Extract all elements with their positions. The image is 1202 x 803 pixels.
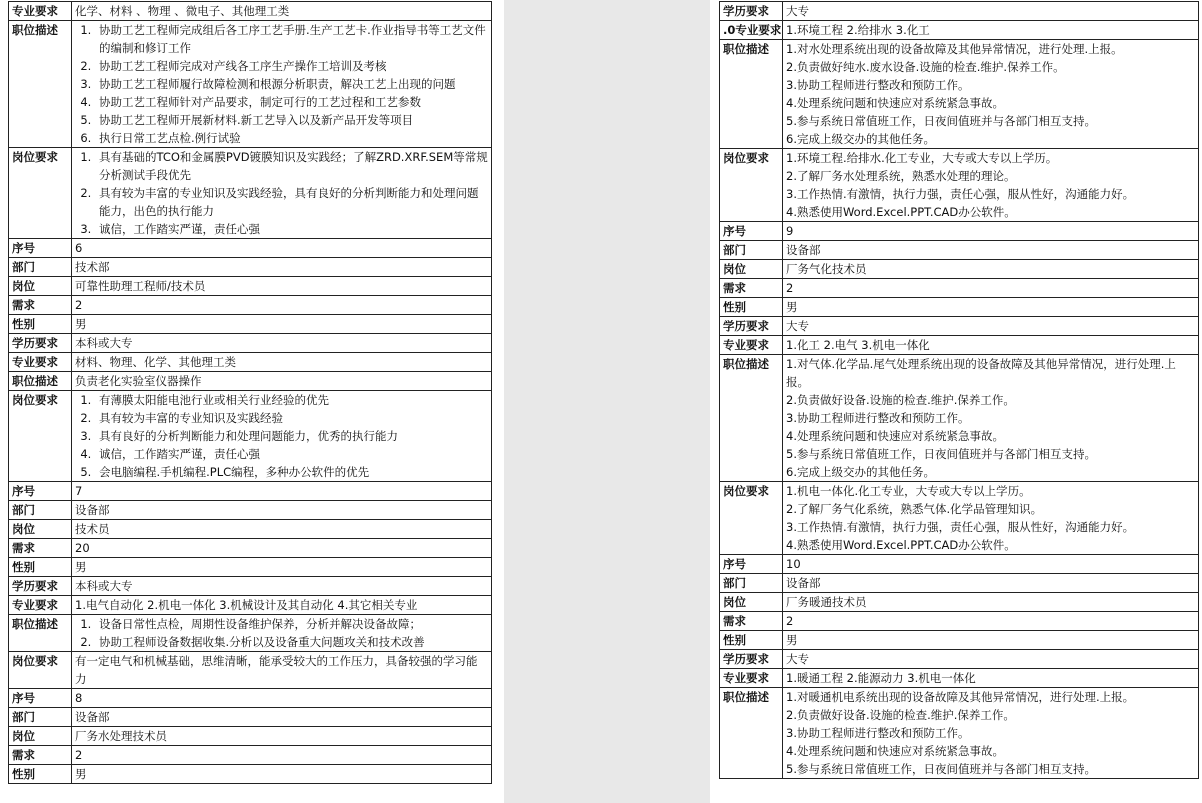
text-line: 设备部 bbox=[786, 576, 821, 590]
field-value bbox=[783, 222, 1199, 241]
table-row bbox=[720, 2, 1199, 21]
field-label: 职位描述 bbox=[720, 688, 783, 779]
list-item: 5. 协助工艺工程师开展新材料.新工艺导入以及新产品开发等项目 bbox=[95, 111, 488, 129]
field-value bbox=[72, 334, 492, 353]
field-label: 职位描述 bbox=[720, 355, 783, 482]
field-label: 岗位 bbox=[9, 727, 72, 746]
text-line: 1.对气体.化学品.尾气处理系统出现的设备故障及其他异常情况，进行处理.上报。 bbox=[786, 357, 1176, 389]
numbered-list bbox=[75, 21, 488, 147]
field-label: 需求 bbox=[9, 296, 72, 315]
table-row bbox=[720, 482, 1199, 555]
text-line: 2.负责做好设备.设施的检查.维护.保养工作。 bbox=[786, 393, 1015, 407]
field-label: 专业要求 bbox=[720, 336, 783, 355]
field-value bbox=[72, 148, 492, 239]
text-line: 可靠性助理工程师/技术员 bbox=[75, 279, 206, 293]
field-label: 性别 bbox=[9, 558, 72, 577]
table-row bbox=[720, 241, 1199, 260]
field-value bbox=[783, 336, 1199, 355]
table-row bbox=[9, 334, 492, 353]
job-table-right bbox=[719, 1, 1199, 779]
text-line: 5.参与系统日常值班工作，日夜间值班并与各部门相互支持。 bbox=[786, 762, 1096, 776]
text-line: 男 bbox=[786, 633, 798, 647]
list-item: 2. 具有较为丰富的专业知识及实践经验 bbox=[95, 409, 488, 427]
table-row bbox=[720, 574, 1199, 593]
table-row bbox=[9, 353, 492, 372]
table-row bbox=[720, 222, 1199, 241]
text-line: 2.了解厂务气化系统，熟悉气体.化学品管理知识。 bbox=[786, 502, 1043, 516]
field-label: 序号 bbox=[9, 689, 72, 708]
text-line: 大专 bbox=[786, 4, 809, 18]
field-value bbox=[72, 258, 492, 277]
field-label: 岗位 bbox=[720, 593, 783, 612]
field-label: 需求 bbox=[9, 539, 72, 558]
table-row bbox=[9, 689, 492, 708]
field-value bbox=[783, 631, 1199, 650]
text-line: 1.对水处理系统出现的设备故障及其他异常情况，进行处理.上报。 bbox=[786, 42, 1123, 56]
field-value bbox=[783, 482, 1199, 555]
table-row bbox=[720, 355, 1199, 482]
text-line: 技术部 bbox=[75, 260, 110, 274]
text-line: 20 bbox=[75, 541, 90, 555]
table-row bbox=[720, 669, 1199, 688]
field-label: 部门 bbox=[9, 708, 72, 727]
table-row bbox=[9, 501, 492, 520]
table-row bbox=[720, 40, 1199, 149]
field-value bbox=[72, 501, 492, 520]
field-value bbox=[72, 765, 492, 784]
field-label: 部门 bbox=[720, 574, 783, 593]
field-value bbox=[783, 593, 1199, 612]
table-row bbox=[720, 555, 1199, 574]
field-label: 性别 bbox=[720, 298, 783, 317]
table-row bbox=[720, 336, 1199, 355]
text-line: 5.参与系统日常值班工作，日夜间值班并与各部门相互支持。 bbox=[786, 114, 1096, 128]
text-line: 男 bbox=[75, 767, 87, 781]
field-label: 岗位要求 bbox=[720, 149, 783, 222]
text-line: 6.完成上级交办的其他任务。 bbox=[786, 465, 935, 479]
text-line: 负责老化实验室仪器操作 bbox=[75, 374, 202, 388]
field-label: .0专业要求 bbox=[720, 21, 783, 40]
text-line: 3.协助工程师进行整改和预防工作。 bbox=[786, 726, 970, 740]
table-row bbox=[9, 391, 492, 482]
field-label: 学历要求 bbox=[720, 2, 783, 21]
table-row bbox=[720, 298, 1199, 317]
field-label: 学历要求 bbox=[720, 317, 783, 336]
table-row bbox=[9, 239, 492, 258]
field-label: 职位描述 bbox=[9, 372, 72, 391]
field-label: 岗位 bbox=[720, 260, 783, 279]
text-line: 有一定电气和机械基础，思维清晰，能承受较大的工作压力，具备较强的学习能力 bbox=[75, 654, 478, 686]
job-table-left bbox=[8, 1, 492, 784]
list-item: 3. 诚信，工作踏实严谨，责任心强 bbox=[95, 220, 488, 238]
table-row bbox=[720, 688, 1199, 779]
table-row bbox=[9, 315, 492, 334]
text-line: 3.协助工程师进行整改和预防工作。 bbox=[786, 78, 970, 92]
text-line: 厂务水处理技术员 bbox=[75, 729, 167, 743]
text-line: 1.环境工程.给排水.化工专业，大专或大专以上学历。 bbox=[786, 151, 1058, 165]
list-item: 3. 协助工艺工程师履行故障检测和根源分析职责，解决工艺上出现的问题 bbox=[95, 75, 488, 93]
field-label: 职位描述 bbox=[9, 615, 72, 652]
text-line: 技术员 bbox=[75, 522, 110, 536]
table-row bbox=[9, 277, 492, 296]
field-value bbox=[783, 688, 1199, 779]
text-line: 7 bbox=[75, 484, 83, 498]
text-line: 2.负责做好纯水.废水设备.设施的检查.维护.保养工作。 bbox=[786, 60, 1065, 74]
table-row bbox=[9, 2, 492, 21]
list-item: 3. 具有良好的分析判断能力和处理问题能力，优秀的执行能力 bbox=[95, 427, 488, 445]
field-label: 部门 bbox=[720, 241, 783, 260]
field-value bbox=[72, 689, 492, 708]
text-line: 厂务暖通技术员 bbox=[786, 595, 867, 609]
text-line: 3.工作热情.有激情，执行力强，责任心强，服从性好，沟通能力好。 bbox=[786, 187, 1135, 201]
table-row bbox=[9, 148, 492, 239]
field-value bbox=[72, 615, 492, 652]
text-line: 1.环境工程 2.给排水 3.化工 bbox=[786, 23, 930, 37]
field-label: 岗位要求 bbox=[9, 148, 72, 239]
numbered-list bbox=[75, 615, 488, 651]
text-line: 厂务气化技术员 bbox=[786, 262, 867, 276]
field-value bbox=[783, 355, 1199, 482]
list-item: 4. 协助工艺工程师针对产品要求，制定可行的工艺过程和工艺参数 bbox=[95, 93, 488, 111]
page-gutter bbox=[504, 0, 710, 803]
field-value bbox=[783, 669, 1199, 688]
text-line: 2 bbox=[786, 614, 794, 628]
field-label: 专业要求 bbox=[9, 596, 72, 615]
table-row bbox=[720, 593, 1199, 612]
field-value bbox=[72, 372, 492, 391]
field-value bbox=[72, 296, 492, 315]
table-row bbox=[9, 296, 492, 315]
text-line: 4.熟悉使用Word.Excel.PPT.CAD办公软件。 bbox=[786, 205, 1016, 219]
field-value bbox=[783, 21, 1199, 40]
text-line: 1.暖通工程 2.能源动力 3.机电一体化 bbox=[786, 671, 976, 685]
field-label: 专业要求 bbox=[9, 2, 72, 21]
field-label: 学历要求 bbox=[9, 577, 72, 596]
field-value bbox=[783, 574, 1199, 593]
list-item: 1. 协助工艺工程师完成组后各工序工艺手册.生产工艺卡.作业指导书等工艺文件的编制和修订工作 bbox=[95, 21, 488, 57]
table-row bbox=[9, 520, 492, 539]
field-label: 序号 bbox=[9, 482, 72, 501]
text-line: 设备部 bbox=[786, 243, 821, 257]
field-label: 岗位 bbox=[9, 520, 72, 539]
table-row bbox=[720, 149, 1199, 222]
document-page-left bbox=[0, 0, 504, 803]
table-row bbox=[9, 258, 492, 277]
field-value bbox=[72, 596, 492, 615]
text-line: 设备部 bbox=[75, 503, 110, 517]
field-value bbox=[72, 2, 492, 21]
field-label: 需求 bbox=[9, 746, 72, 765]
text-line: 材料、物理、化学、其他理工类 bbox=[75, 355, 236, 369]
text-line: 4.处理系统问题和快速应对系统紧急事故。 bbox=[786, 744, 1004, 758]
table-row bbox=[9, 539, 492, 558]
numbered-list bbox=[75, 148, 488, 238]
field-value bbox=[72, 558, 492, 577]
field-label: 性别 bbox=[9, 765, 72, 784]
table-row bbox=[9, 746, 492, 765]
field-value bbox=[72, 539, 492, 558]
text-line: 10 bbox=[786, 557, 801, 571]
field-label: 序号 bbox=[720, 222, 783, 241]
field-value bbox=[72, 277, 492, 296]
numbered-list bbox=[75, 391, 488, 481]
table-row bbox=[9, 615, 492, 652]
table-row bbox=[720, 279, 1199, 298]
table-row bbox=[9, 21, 492, 148]
text-line: 2 bbox=[786, 281, 794, 295]
field-label: 序号 bbox=[720, 555, 783, 574]
text-line: 6.完成上级交办的其他任务。 bbox=[786, 132, 935, 146]
text-line: 2 bbox=[75, 748, 83, 762]
table-row bbox=[9, 596, 492, 615]
field-value bbox=[783, 650, 1199, 669]
table-row bbox=[720, 650, 1199, 669]
field-value bbox=[783, 317, 1199, 336]
field-label: 岗位 bbox=[9, 277, 72, 296]
text-line: 1.化工 2.电气 3.机电一体化 bbox=[786, 338, 930, 352]
field-label: 学历要求 bbox=[9, 334, 72, 353]
field-label: 专业要求 bbox=[9, 353, 72, 372]
table-row bbox=[720, 21, 1199, 40]
field-label: 学历要求 bbox=[720, 650, 783, 669]
text-line: 男 bbox=[75, 560, 87, 574]
text-line: 1.机电一体化.化工专业，大专或大专以上学历。 bbox=[786, 484, 1031, 498]
table-row bbox=[9, 558, 492, 577]
text-line: 9 bbox=[786, 224, 794, 238]
field-value bbox=[783, 555, 1199, 574]
field-label: 岗位要求 bbox=[9, 391, 72, 482]
field-value bbox=[72, 577, 492, 596]
field-value bbox=[783, 241, 1199, 260]
field-label: 岗位要求 bbox=[720, 482, 783, 555]
text-line: 1.电气自动化 2.机电一体化 3.机械设计及其自动化 4.其它相关专业 bbox=[75, 598, 418, 612]
table-row bbox=[9, 577, 492, 596]
table-row bbox=[720, 260, 1199, 279]
field-value bbox=[72, 727, 492, 746]
field-value bbox=[783, 260, 1199, 279]
text-line: 化学、材料 、物理 、微电子、其他理工类 bbox=[75, 4, 290, 18]
document-page-right bbox=[710, 0, 1202, 803]
list-item: 2. 具有较为丰富的专业知识及实践经验，具有良好的分析判断能力和处理问题能力，出色的执行能力 bbox=[95, 184, 488, 220]
field-label: 性别 bbox=[9, 315, 72, 334]
text-line: 4.熟悉使用Word.Excel.PPT.CAD办公软件。 bbox=[786, 538, 1016, 552]
table-row bbox=[9, 482, 492, 501]
text-line: 4.处理系统问题和快速应对系统紧急事故。 bbox=[786, 429, 1004, 443]
field-label: 性别 bbox=[720, 631, 783, 650]
field-value bbox=[72, 21, 492, 148]
field-value bbox=[72, 652, 492, 689]
text-line: 4.处理系统问题和快速应对系统紧急事故。 bbox=[786, 96, 1004, 110]
text-line: 男 bbox=[75, 317, 87, 331]
list-item: 1. 设备日常性点检，周期性设备维护保养，分析并解决设备故障； bbox=[95, 615, 488, 633]
field-label: 职位描述 bbox=[9, 21, 72, 148]
field-label: 部门 bbox=[9, 501, 72, 520]
text-line: 2 bbox=[75, 298, 83, 312]
text-line: 6 bbox=[75, 241, 83, 255]
field-value bbox=[783, 149, 1199, 222]
table-row bbox=[720, 317, 1199, 336]
text-line: 大专 bbox=[786, 319, 809, 333]
list-item: 1. 有薄膜太阳能电池行业或相关行业经验的优先 bbox=[95, 391, 488, 409]
list-item: 2. 协助工程师设备数据收集.分析以及设备重大问题攻关和技术改善 bbox=[95, 633, 488, 651]
text-line: 5.参与系统日常值班工作，日夜间值班并与各部门相互支持。 bbox=[786, 447, 1096, 461]
field-value bbox=[72, 315, 492, 334]
table-row bbox=[9, 652, 492, 689]
field-label: 需求 bbox=[720, 612, 783, 631]
list-item: 1. 具有基础的TCO和金属膜PVD镀膜知识及实践经；了解ZRD.XRF.SEM等常规分析测试手段优先 bbox=[95, 148, 488, 184]
field-value bbox=[72, 353, 492, 372]
list-item: 5. 会电脑编程.手机编程.PLC编程，多种办公软件的优先 bbox=[95, 463, 488, 481]
table-row bbox=[9, 372, 492, 391]
field-value bbox=[72, 391, 492, 482]
table-row bbox=[720, 631, 1199, 650]
text-line: 3.工作热情.有激情，执行力强，责任心强，服从性好，沟通能力好。 bbox=[786, 520, 1135, 534]
text-line: 本科或大专 bbox=[75, 579, 133, 593]
text-line: 8 bbox=[75, 691, 83, 705]
field-label: 部门 bbox=[9, 258, 72, 277]
list-item: 4. 诚信，工作踏实严谨，责任心强 bbox=[95, 445, 488, 463]
text-line: 2.负责做好设备.设施的检查.维护.保养工作。 bbox=[786, 708, 1015, 722]
field-value bbox=[783, 2, 1199, 21]
field-value bbox=[783, 612, 1199, 631]
field-label: 岗位要求 bbox=[9, 652, 72, 689]
text-line: 3.协助工程师进行整改和预防工作。 bbox=[786, 411, 970, 425]
field-value bbox=[72, 708, 492, 727]
text-line: 本科或大专 bbox=[75, 336, 133, 350]
table-row bbox=[9, 765, 492, 784]
field-label: 序号 bbox=[9, 239, 72, 258]
field-value bbox=[72, 482, 492, 501]
text-line: 2.了解厂务水处理系统，熟悉水处理的理论。 bbox=[786, 169, 1016, 183]
field-value bbox=[72, 239, 492, 258]
table-row bbox=[720, 612, 1199, 631]
table-row bbox=[9, 727, 492, 746]
list-item: 6. 执行日常工艺点检.例行试验 bbox=[95, 129, 488, 147]
list-item: 2. 协助工艺工程师完成对产线各工序生产操作工培训及考核 bbox=[95, 57, 488, 75]
table-row bbox=[9, 708, 492, 727]
text-line: 男 bbox=[786, 300, 798, 314]
field-value bbox=[783, 298, 1199, 317]
field-value bbox=[72, 520, 492, 539]
field-label: 专业要求 bbox=[720, 669, 783, 688]
field-value bbox=[783, 40, 1199, 149]
field-value bbox=[72, 746, 492, 765]
field-label: 职位描述 bbox=[720, 40, 783, 149]
text-line: 大专 bbox=[786, 652, 809, 666]
text-line: 设备部 bbox=[75, 710, 110, 724]
text-line: 1.对暖通机电系统出现的设备故障及其他异常情况，进行处理.上报。 bbox=[786, 690, 1135, 704]
field-value bbox=[783, 279, 1199, 298]
field-label: 需求 bbox=[720, 279, 783, 298]
